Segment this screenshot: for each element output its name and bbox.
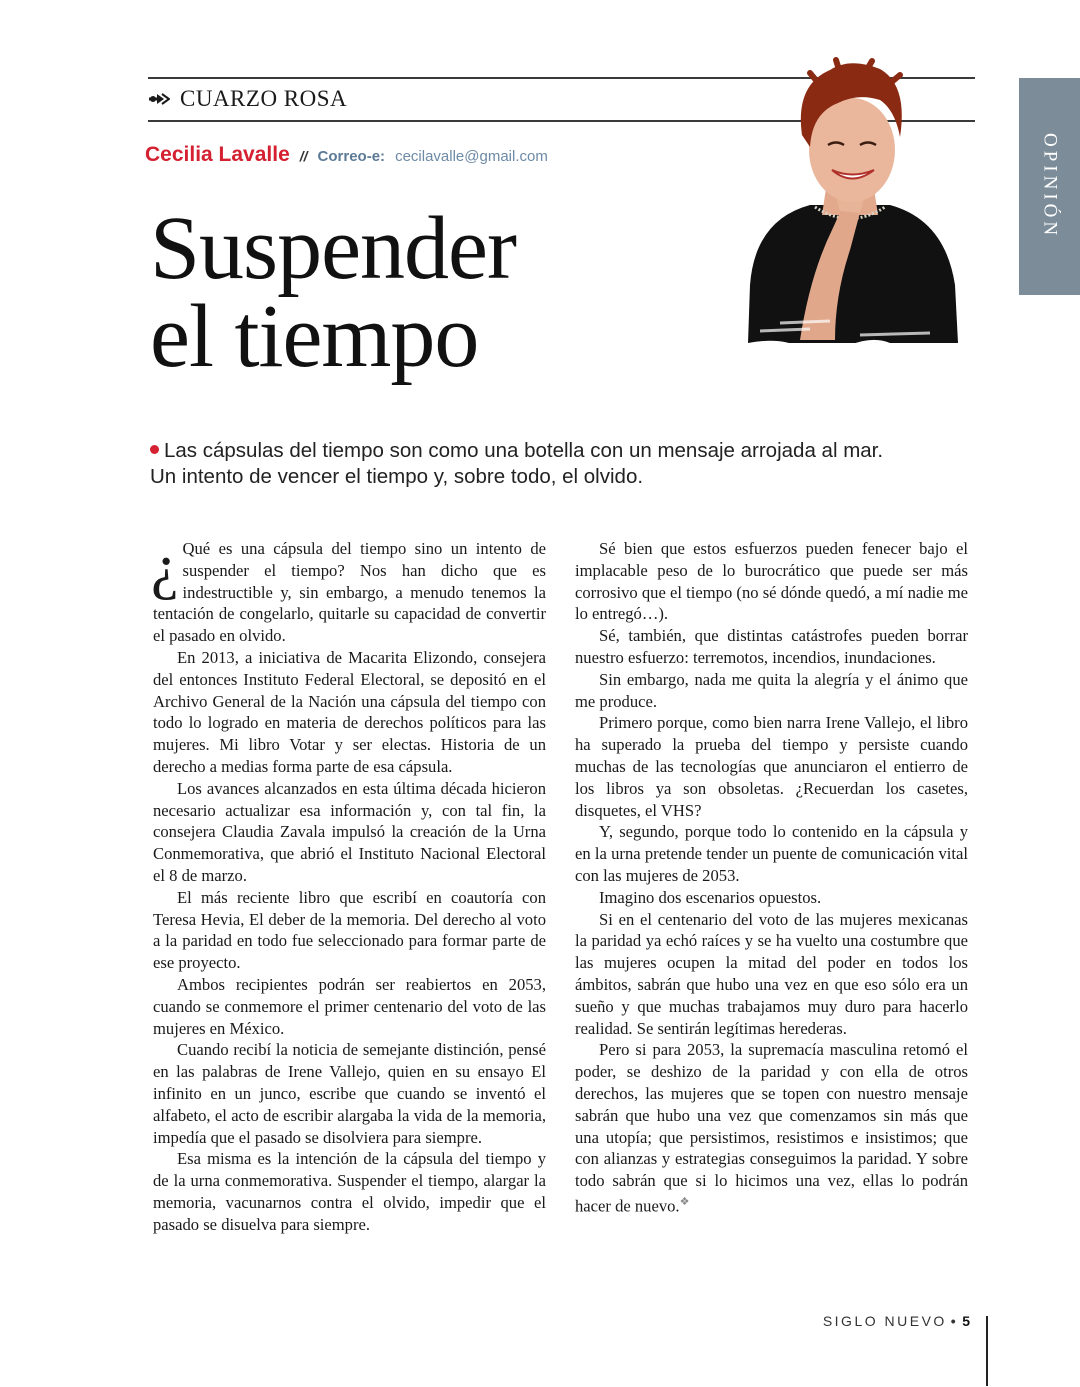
- paragraph: Sé, también, que distintas catástrofes pueden borrar nuestro esfuerzo: terremotos, incendios, inundaciones.: [575, 626, 968, 667]
- paragraph: Sin embargo, nada me quita la alegría y el ánimo que me produce.: [575, 669, 968, 711]
- byline-separator: //: [299, 148, 308, 164]
- paragraph: Si en el centenario del voto de las mujeres mexicanas la paridad ya echó raíces y se ha vuelto una costumbre que las mujeres ocupen la mitad del poder en todos los ámbitos, sabrán que hubo una vez en que eso sólo era un sueño y que muchas trabajamos muy duro para hacerlo realidad. Se sentirán legítimas herederas.: [575, 909, 968, 1038]
- paragraph: Pero si para 2053, la supremacía masculina retomó el poder, se deshizo de la paridad y con ella de otros derechos, las mujeres que se topen con nuestro mensaje sabrán que hubo una vez que comenzamos sin más que una utopía; que persistimos, resistimos e insistimos; que con alianzas y estrategias conseguimos la paridad. Y sobre todo sabrán que si lo hicimos una vez, ellas lo podrán hacer de nuevo.❖: [575, 1040, 968, 1216]
- page-number: 5: [962, 1313, 970, 1329]
- email-link[interactable]: cecilavalle@gmail.com: [395, 148, 548, 165]
- publication-name: SIGLO NUEVO: [822, 1313, 947, 1329]
- dropcap: ¿: [151, 533, 179, 601]
- paragraph: Primero porque, como bien narra Irene Vallejo, el libro ha superado la prueba del tiempo y persiste cuando muchas de las tecnologías que anunciaron el entierro de los libros ya son obsoletas. ¿Recuerdan los casetes, disquetes, el VHS?: [575, 713, 968, 820]
- footer-separator: •: [950, 1313, 959, 1329]
- article-headline: [150, 199, 516, 386]
- body-column-right: [575, 538, 968, 1217]
- paragraph: Imagino dos escenarios opuestos.: [599, 887, 822, 907]
- headline-line-2: el tiempo: [150, 287, 479, 386]
- headline-line-1: Suspender: [150, 199, 516, 298]
- email-label: Correo-e:: [317, 148, 386, 165]
- article-lede: [150, 438, 890, 490]
- section-tab: [1019, 78, 1080, 295]
- paragraph: Sé bien que estos esfuerzos pueden fenecer bajo el implacable peso de lo burocrático que puede ser más corrosivo que el tiempo (no sé dónde quedó, a mí nadie me lo entregó…).: [575, 539, 968, 624]
- lede-bullet-icon: [150, 445, 159, 454]
- author-name: Cecilia Lavalle: [145, 143, 290, 166]
- lede-text: Las cápsulas del tiempo son como una botella con un mensaje arrojada al mar. Un intento de vencer el tiempo y, sobre todo, el olvido.: [150, 439, 884, 488]
- body-column-left: [151, 533, 546, 1236]
- byline: [145, 143, 548, 167]
- section-tab-label: OPINIÓN: [1039, 133, 1061, 240]
- paragraph: Y, segundo, porque todo lo contenido en la cápsula y en la urna pretende tender un puente de comunicación vital con las mujeres de 2053.: [575, 822, 968, 885]
- section-header: [148, 86, 347, 112]
- paragraph: Esa misma es la intención de la cápsula del tiempo y de la urna conmemorativa. Suspender el tiempo, alargar la memoria, vacunarnos contra el olvido, impedir que el pasado se disuelva para siempre.: [153, 1149, 546, 1234]
- section-label: CUARZO ROSA: [180, 86, 348, 111]
- paragraph: En 2013, a iniciativa de Macarita Elizondo, consejera del entonces Instituto Federal Electoral, se depositó en el Archivo General de la Nación una cápsula del tiempo con todo lo logrado en materia de derechos políticos para las mujeres. Mi libro Votar y ser electas. Historia de un derecho a medias forma parte de esa cápsula.: [153, 647, 546, 776]
- paragraph: Los avances alcanzados en esta última década hicieron necesario actualizar esa información y, con tal fin, la consejera Claudia Zavala impulsó la creación de la Urna Conmemorativa, que abrió el Instituto Nacional Electoral el 8 de marzo.: [153, 778, 546, 885]
- paragraph: El más reciente libro que escribí en coautoría con Teresa Hevia, El deber de la memoria. Del derecho al voto a la paridad en todo fue seleccionado para formar parte de ese proyecto.: [153, 887, 546, 973]
- page-footer: [823, 1313, 970, 1329]
- author-photo: [740, 55, 960, 355]
- paragraph: Ambos recipientes podrán ser reabiertos en 2053, cuando se conmemore el primer centenario del voto de las mujeres en México.: [153, 974, 546, 1038]
- paragraph: ¿ Qué es una cápsula del tiempo sino un intento de suspender el tiempo? Nos han dicho que es indestructible y, sin embargo, a menudo tenemos la tentación de congelarlo, quitarle su capacidad de convertir el pasado en olvido.: [151, 533, 546, 646]
- paragraph: Cuando recibí la noticia de semejante distinción, pensé en las palabras de Irene Vallejo, quien en su ensayo El infinito en un junco, escribe que cuando se inventó el alfabeto, el acto de escribir alargaba la vida de la memoria, impedía que el pasado se disolviera para siempre.: [153, 1040, 546, 1147]
- double-arrow-icon: [148, 92, 170, 106]
- footer-rule: [986, 1316, 988, 1386]
- end-mark-icon: ❖: [679, 1195, 690, 1208]
